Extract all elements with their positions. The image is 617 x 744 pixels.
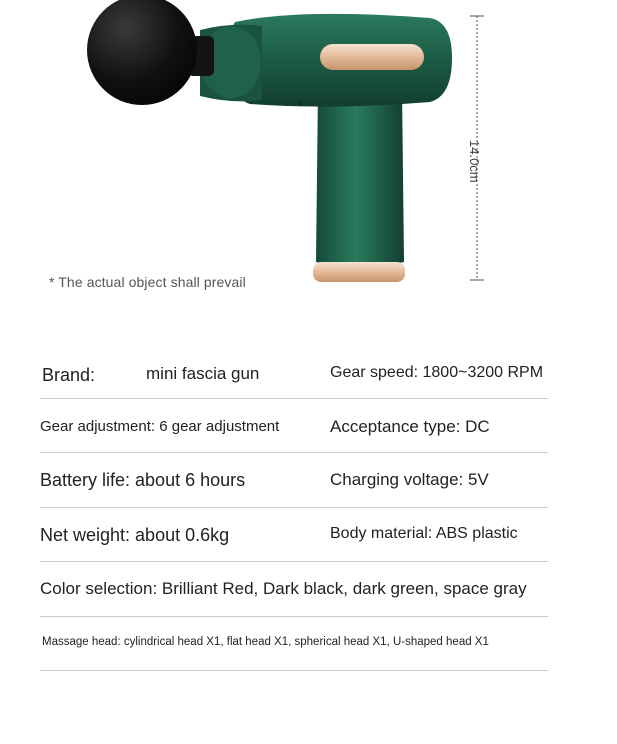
battery-life: Battery life: about 6 hours xyxy=(40,470,246,490)
massage-gun-illustration xyxy=(0,0,617,300)
product-image-area xyxy=(0,0,617,300)
body-material: Body material: ABS plastic xyxy=(330,525,518,542)
spec-row xyxy=(40,453,548,508)
spec-row xyxy=(40,343,548,399)
color-selection: Color selection: Brilliant Red, Dark black, dark green, space gray xyxy=(40,579,527,598)
brand-label: Brand: xyxy=(42,365,96,385)
gun-handle xyxy=(313,88,405,282)
spec-row xyxy=(40,508,548,562)
massage-head: Massage head: cylindrical head X1, flat head X1, spherical head X1, U-shaped head X1 xyxy=(42,636,489,648)
acceptance-type: Acceptance type: DC xyxy=(330,417,490,436)
gun-body xyxy=(200,14,452,107)
net-weight: Net weight: about 0.6kg xyxy=(40,525,230,545)
spherical-head-icon xyxy=(87,0,197,105)
brand-value: mini fascia gun xyxy=(146,364,260,383)
spec-row xyxy=(40,562,548,617)
spec-table xyxy=(40,343,548,671)
charging-voltage: Charging voltage: 5V xyxy=(330,470,489,489)
spec-row xyxy=(40,399,548,453)
dimension-label: 14.0cm xyxy=(467,140,482,183)
gear-speed: Gear speed: 1800~3200 RPM xyxy=(330,364,544,381)
disclaimer-note: * The actual object shall prevail xyxy=(49,274,246,290)
spec-row xyxy=(40,617,548,671)
gear-adjustment: Gear adjustment: 6 gear adjustment xyxy=(40,418,280,435)
